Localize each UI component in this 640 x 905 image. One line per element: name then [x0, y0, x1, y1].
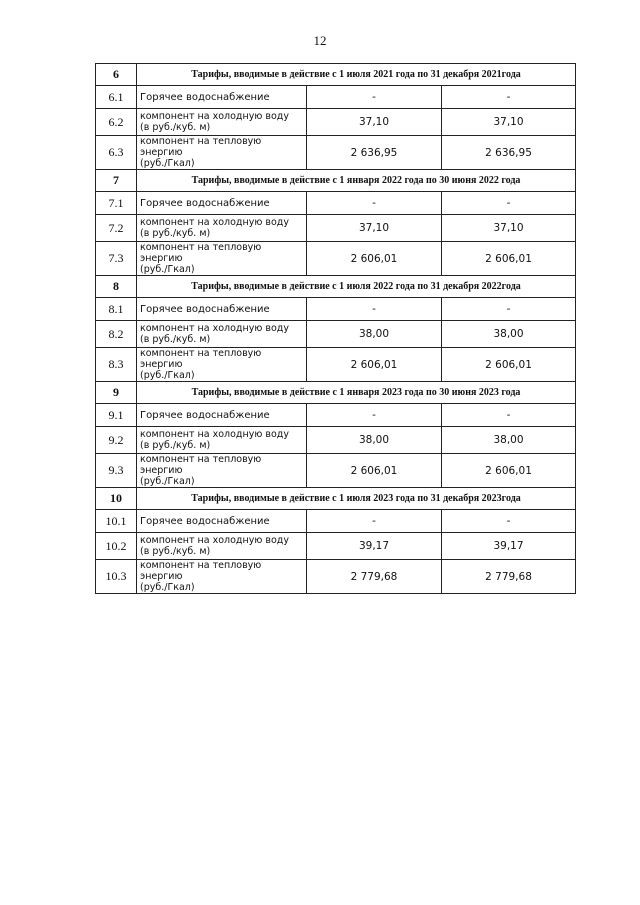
row-number: 9.2 — [96, 427, 137, 454]
table-row — [96, 560, 576, 594]
table-row — [96, 86, 576, 109]
value-cell-2: 38,00 — [442, 427, 576, 454]
row-name-line-1: Горячее водоснабжение — [140, 515, 270, 527]
section-number: 7 — [96, 170, 137, 192]
value-cell-2: 2 636,95 — [442, 136, 576, 170]
row-name-line-2: (в руб./куб. м) — [140, 334, 211, 345]
value-cell-2: 37,10 — [442, 215, 576, 242]
row-name-line-2: (в руб./куб. м) — [140, 546, 211, 557]
section-header-row — [96, 276, 576, 298]
value-cell-1: - — [307, 86, 442, 109]
row-number: 7.1 — [96, 192, 137, 215]
row-name-line-1: компонент на тепловую энергию — [140, 136, 262, 158]
table-row — [96, 298, 576, 321]
table-row — [96, 427, 576, 454]
table-row — [96, 192, 576, 215]
row-name-line-1: компонент на тепловую энергию — [140, 348, 262, 370]
row-name — [137, 242, 307, 276]
row-name-line-2: (руб./Гкал) — [140, 582, 195, 593]
table-row — [96, 242, 576, 276]
value-cell-2: 38,00 — [442, 321, 576, 348]
table-row — [96, 404, 576, 427]
row-number: 8.3 — [96, 348, 137, 382]
row-name — [137, 321, 307, 348]
row-number: 6.3 — [96, 136, 137, 170]
row-name-line-2: (в руб./куб. м) — [140, 122, 211, 133]
row-number: 10.2 — [96, 533, 137, 560]
section-header-row — [96, 170, 576, 192]
table-row — [96, 510, 576, 533]
row-name-line-1: компонент на тепловую энергию — [140, 560, 262, 582]
row-number: 6.1 — [96, 86, 137, 109]
row-number: 6.2 — [96, 109, 137, 136]
row-name-line-1: Горячее водоснабжение — [140, 409, 270, 421]
table-row — [96, 109, 576, 136]
row-name — [137, 560, 307, 594]
row-name-line-1: Горячее водоснабжение — [140, 197, 270, 209]
section-title: Тарифы, вводимые в действие с 1 июля 2021 года по 31 декабря 2021года — [137, 64, 576, 86]
table-row — [96, 533, 576, 560]
row-name-line-2: (руб./Гкал) — [140, 476, 195, 487]
row-number: 10.1 — [96, 510, 137, 533]
value-cell-1: 2 606,01 — [307, 242, 442, 276]
value-cell-1: 37,10 — [307, 215, 442, 242]
value-cell-1: 2 779,68 — [307, 560, 442, 594]
value-cell-2: - — [442, 86, 576, 109]
value-cell-2: 2 606,01 — [442, 348, 576, 382]
row-name-line-1: компонент на тепловую энергию — [140, 454, 262, 476]
row-name-line-2: (в руб./куб. м) — [140, 228, 211, 239]
row-name — [137, 192, 307, 215]
section-header-row — [96, 64, 576, 86]
row-name-line-2: (руб./Гкал) — [140, 264, 195, 275]
row-name-line-1: компонент на холодную воду — [140, 111, 289, 122]
value-cell-1: 37,10 — [307, 109, 442, 136]
row-name — [137, 404, 307, 427]
row-name — [137, 510, 307, 533]
row-name-line-2: (руб./Гкал) — [140, 370, 195, 381]
row-name — [137, 454, 307, 488]
row-name-line-1: компонент на холодную воду — [140, 535, 289, 546]
row-name-line-1: компонент на холодную воду — [140, 217, 289, 228]
value-cell-1: 38,00 — [307, 321, 442, 348]
row-name — [137, 298, 307, 321]
row-name — [137, 136, 307, 170]
row-number: 9.1 — [96, 404, 137, 427]
section-number: 6 — [96, 64, 137, 86]
section-header-row — [96, 382, 576, 404]
row-number: 8.2 — [96, 321, 137, 348]
row-name — [137, 109, 307, 136]
row-name — [137, 86, 307, 109]
value-cell-1: - — [307, 510, 442, 533]
row-number: 9.3 — [96, 454, 137, 488]
section-title: Тарифы, вводимые в действие с 1 января 2023 года по 30 июня 2023 года — [137, 382, 576, 404]
value-cell-1: 38,00 — [307, 427, 442, 454]
row-name-line-1: компонент на тепловую энергию — [140, 242, 262, 264]
table-row — [96, 215, 576, 242]
value-cell-1: - — [307, 404, 442, 427]
value-cell-2: 39,17 — [442, 533, 576, 560]
section-number: 10 — [96, 488, 137, 510]
value-cell-1: 39,17 — [307, 533, 442, 560]
value-cell-1: 2 606,01 — [307, 348, 442, 382]
page-number: 12 — [313, 33, 327, 48]
section-title: Тарифы, вводимые в действие с 1 июля 2022 года по 31 декабря 2022года — [137, 276, 576, 298]
section-title: Тарифы, вводимые в действие с 1 января 2022 года по 30 июня 2022 года — [137, 170, 576, 192]
section-title: Тарифы, вводимые в действие с 1 июля 2023 года по 31 декабря 2023года — [137, 488, 576, 510]
row-name-line-1: компонент на холодную воду — [140, 429, 289, 440]
row-name-line-1: компонент на холодную воду — [140, 323, 289, 334]
row-name-line-1: Горячее водоснабжение — [140, 91, 270, 103]
row-name-line-2: (руб./Гкал) — [140, 158, 195, 169]
value-cell-2: 2 606,01 — [442, 242, 576, 276]
row-number: 7.2 — [96, 215, 137, 242]
row-number: 8.1 — [96, 298, 137, 321]
value-cell-1: - — [307, 298, 442, 321]
row-name-line-1: Горячее водоснабжение — [140, 303, 270, 315]
table-row — [96, 454, 576, 488]
table-row — [96, 321, 576, 348]
value-cell-1: 2 636,95 — [307, 136, 442, 170]
row-name — [137, 348, 307, 382]
table-row — [96, 136, 576, 170]
value-cell-1: 2 606,01 — [307, 454, 442, 488]
value-cell-2: - — [442, 404, 576, 427]
value-cell-2: 2 779,68 — [442, 560, 576, 594]
row-number: 7.3 — [96, 242, 137, 276]
value-cell-2: - — [442, 510, 576, 533]
row-name — [137, 427, 307, 454]
value-cell-2: 37,10 — [442, 109, 576, 136]
value-cell-2: - — [442, 192, 576, 215]
value-cell-1: - — [307, 192, 442, 215]
section-header-row — [96, 488, 576, 510]
row-name-line-2: (в руб./куб. м) — [140, 440, 211, 451]
tariff-table-body — [96, 64, 576, 594]
table-row — [96, 348, 576, 382]
section-number: 8 — [96, 276, 137, 298]
row-number: 10.3 — [96, 560, 137, 594]
value-cell-2: - — [442, 298, 576, 321]
row-name — [137, 533, 307, 560]
value-cell-2: 2 606,01 — [442, 454, 576, 488]
row-name — [137, 215, 307, 242]
section-number: 9 — [96, 382, 137, 404]
tariff-table — [95, 63, 576, 594]
